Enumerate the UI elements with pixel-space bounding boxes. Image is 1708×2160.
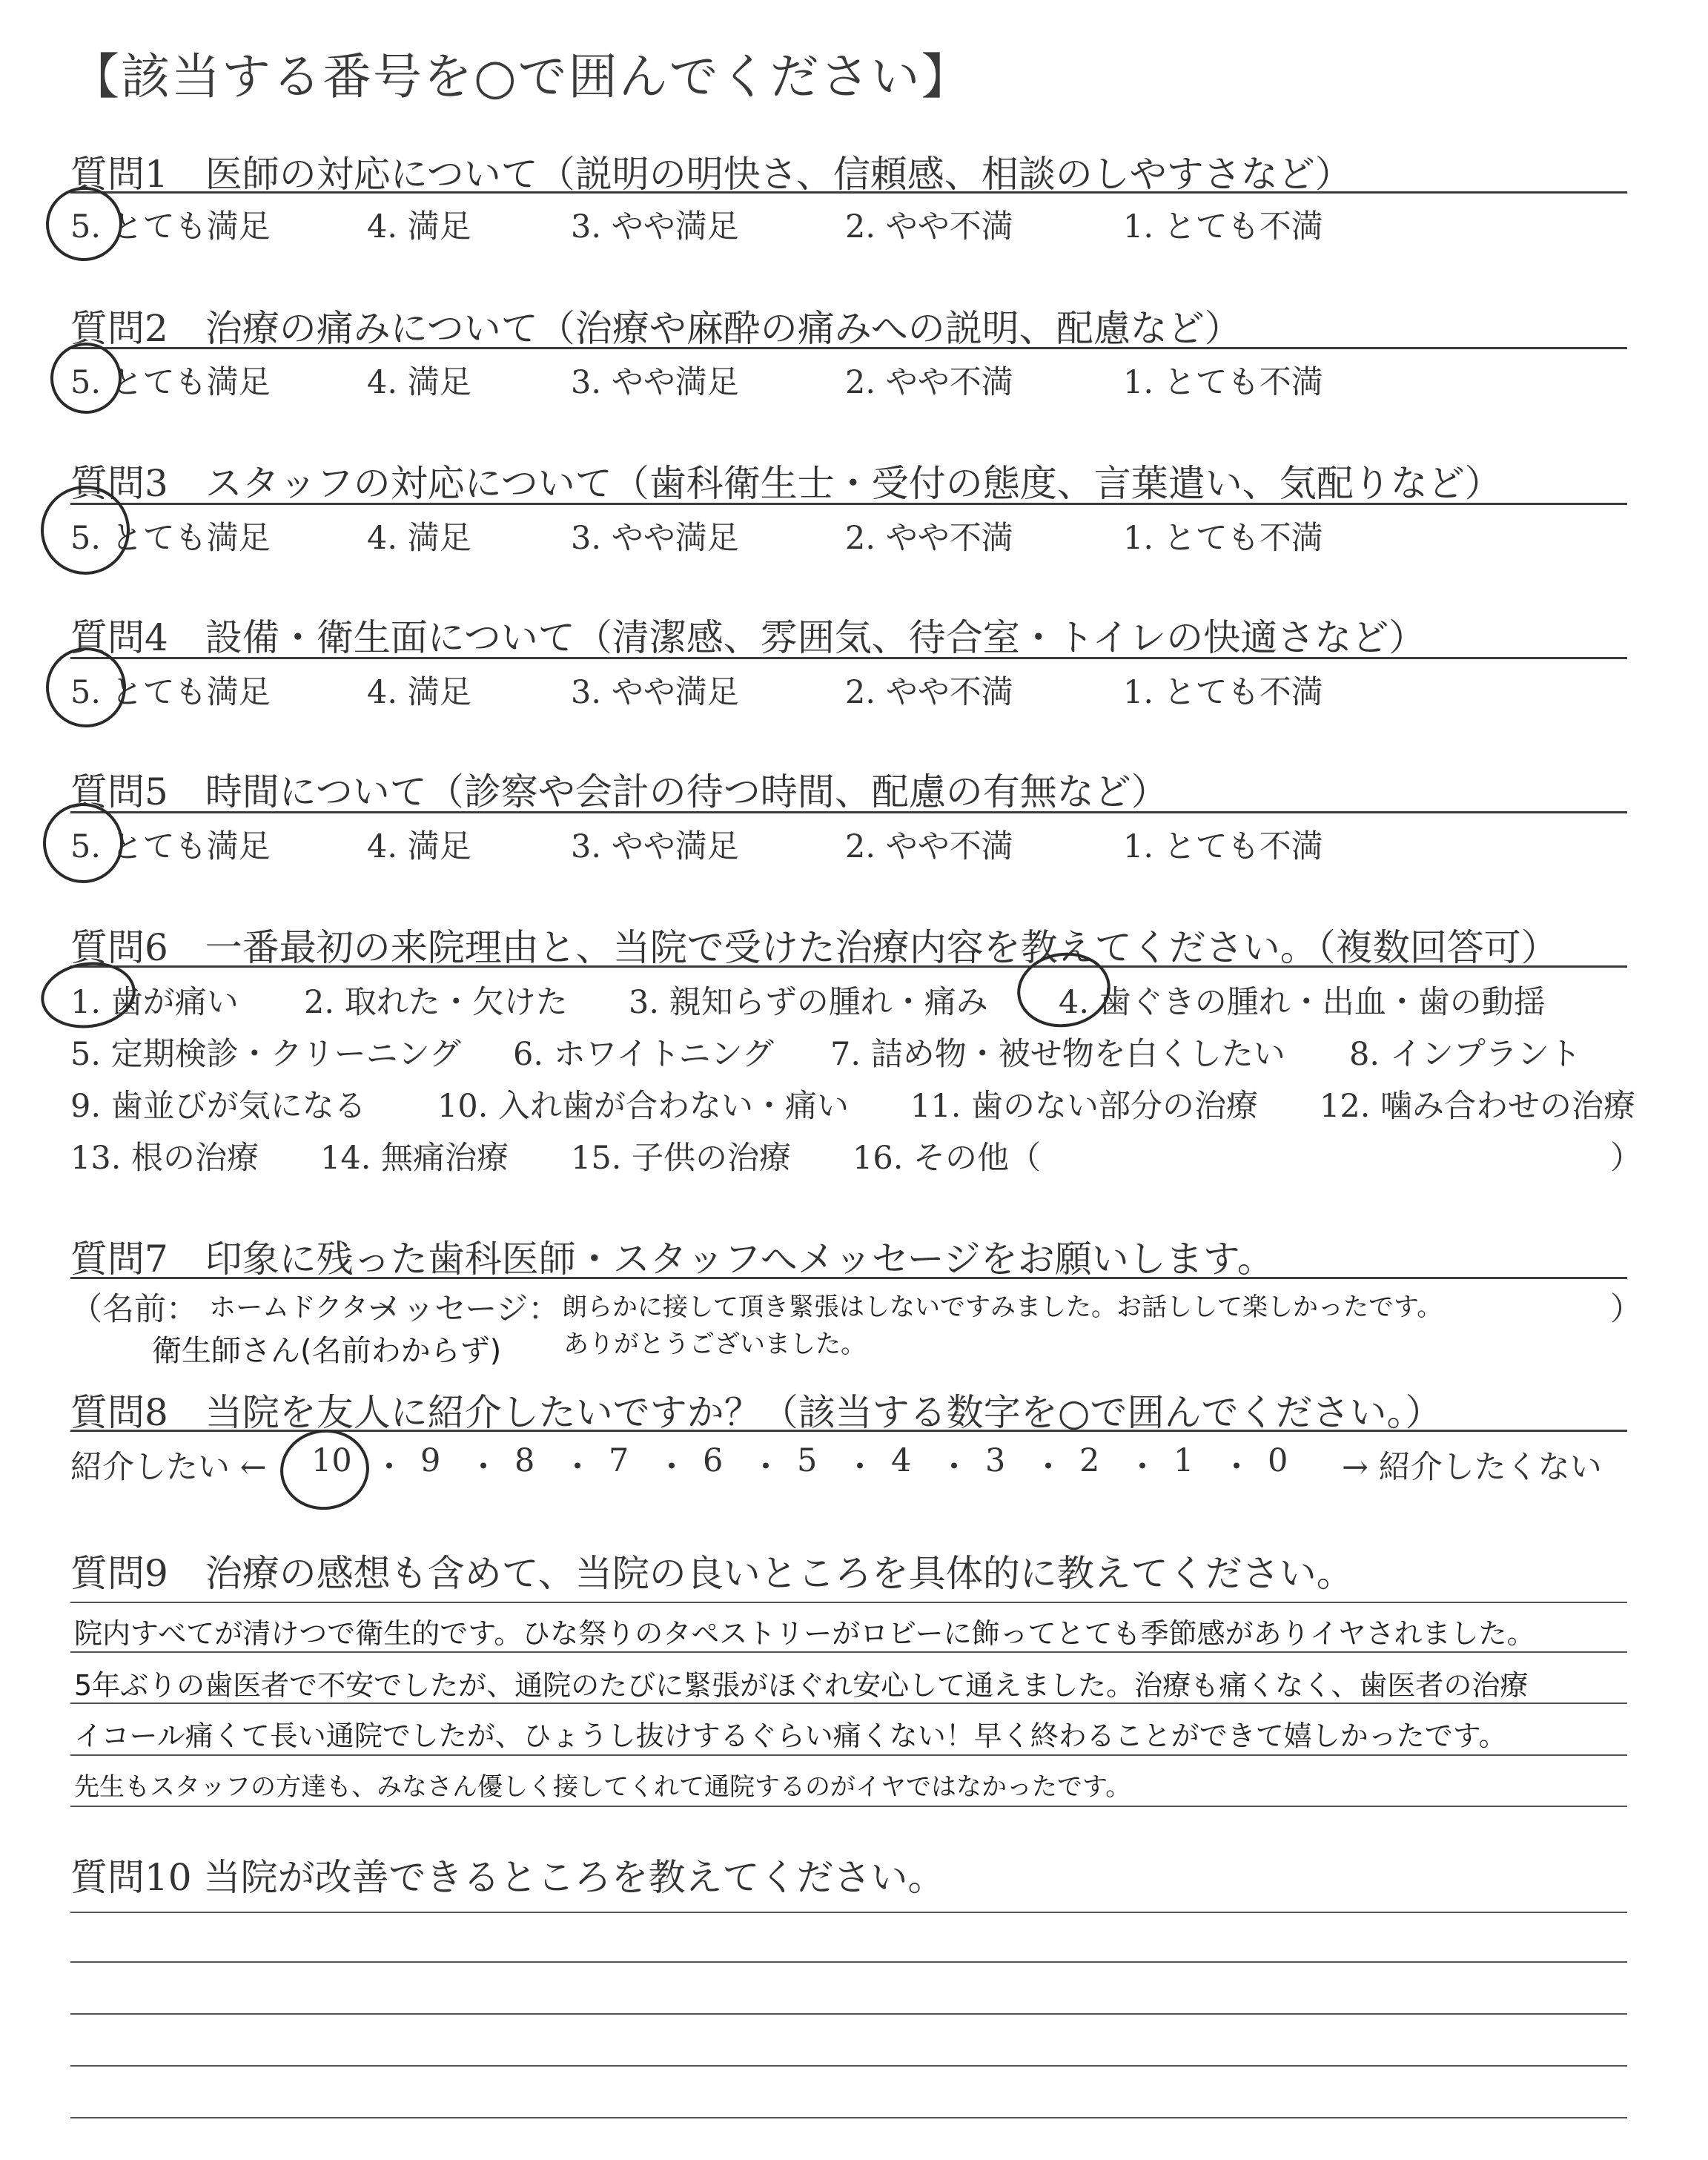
q6-option-5[interactable]: 5. 定期検診・クリーニング	[70, 1036, 461, 1073]
q8-scale-separator: ・	[749, 1449, 782, 1486]
q10-line-4	[70, 2065, 1627, 2067]
question-3: 質問3 スタッフの対応について（歯科衛生士・受付の態度、言葉遣い、気配りなど）	[70, 462, 1502, 505]
q7-name-value-2: 衛生師さん(名前わからず)	[152, 1334, 502, 1368]
q10-line-2	[70, 1961, 1627, 1963]
q8-scale-value-10[interactable]: 10	[311, 1442, 352, 1479]
q8-scale-value-8[interactable]: 8	[514, 1442, 535, 1479]
q9-answer-line-4: 先生もスタッフの方達も、みなさん優しく接してくれて通院するのがイヤではなかったです。	[74, 1772, 1131, 1802]
q8-scale-separator: ・	[844, 1449, 876, 1486]
q5-option-1[interactable]: 1. とても不満	[1123, 828, 1323, 865]
q8-left-label: 紹介したい ←	[70, 1449, 267, 1486]
question-4-rule	[70, 657, 1627, 659]
q4-option-5[interactable]: 5. とても満足	[70, 674, 271, 711]
q4-option-4[interactable]: 4. 満足	[367, 674, 471, 711]
q8-scale-value-2[interactable]: 2	[1079, 1442, 1100, 1479]
q6-option-9[interactable]: 9. 歯並びが気になる	[70, 1088, 366, 1125]
q5-option-3[interactable]: 3. やや満足	[571, 828, 739, 865]
q1-option-4[interactable]: 4. 満足	[367, 208, 471, 245]
q9-answer-line-1: 院内すべてが清けつで衛生的です。ひな祭りのタペストリーがロビーに飾ってとても季節感がありイヤされました。	[74, 1617, 1535, 1650]
q6-option-1[interactable]: 1. 歯が痛い	[70, 984, 239, 1021]
form-header: 【該当する番号を○で囲んでください】	[70, 48, 972, 105]
q9-answer-line-3: イコール痛くて長い通院でしたが、ひょうし抜けするぐらい痛くない！早く終わることができて嬉しかったです。	[74, 1720, 1507, 1752]
q6-option-13[interactable]: 13. 根の治療	[70, 1140, 259, 1177]
question-7-rule	[70, 1277, 1627, 1279]
q3-option-1[interactable]: 1. とても不満	[1123, 520, 1323, 557]
q5-option-2[interactable]: 2. やや不満	[845, 828, 1013, 865]
q6-option-8[interactable]: 8. インプラント	[1349, 1036, 1581, 1073]
q8-right-label: → 紹介したくない	[1342, 1449, 1602, 1486]
q9-line-2	[70, 1702, 1627, 1704]
question-8: 質問8 当院を友人に紹介したいですか？（該当する数字を○で囲んでください。）	[70, 1391, 1443, 1434]
q7-message-line-2: ありがとうございました。	[563, 1330, 866, 1359]
question-3-rule	[70, 503, 1627, 505]
q7-name-label: （名前：	[70, 1291, 198, 1328]
q10-line-1	[70, 1912, 1627, 1913]
q6-option-7[interactable]: 7. 詰め物・被せ物を白くしたい	[830, 1036, 1285, 1073]
question-5: 質問5 時間について（診察や会計の待つ時間、配慮の有無など）	[70, 770, 1168, 813]
q6-option-2[interactable]: 2. 取れた・欠けた	[304, 984, 568, 1021]
q2-option-4[interactable]: 4. 満足	[367, 364, 471, 401]
q10-line-3	[70, 2013, 1627, 2015]
q7-message-line-1: 朗らかに接して頂き緊張はしないですみました。お話しして楽しかったです。	[562, 1292, 1443, 1322]
q6-option-4[interactable]: 4. 歯ぐきの腫れ・出血・歯の動揺	[1059, 984, 1546, 1021]
q8-scale-separator: ・	[938, 1449, 970, 1486]
question-6-rule	[70, 965, 1627, 968]
q3-option-2[interactable]: 2. やや不満	[845, 520, 1013, 557]
q5-option-4[interactable]: 4. 満足	[367, 828, 471, 865]
question-5-rule	[70, 811, 1627, 813]
q9-answer-line-2: 5年ぶりの歯医者で不安でしたが、通院のたびに緊張がほぐれ安心して通えました。治療も痛くなく、歯医者の治療	[74, 1669, 1529, 1702]
q7-name-value-1: ホームドクター	[209, 1292, 395, 1323]
q3-option-3[interactable]: 3. やや満足	[571, 520, 739, 557]
q3-option-5[interactable]: 5. とても満足	[70, 520, 271, 557]
q8-scale-separator: ・	[1220, 1449, 1253, 1486]
q7-close-paren: ）	[1610, 1291, 1642, 1328]
q4-option-3[interactable]: 3. やや満足	[571, 674, 739, 711]
q5-option-5[interactable]: 5. とても満足	[70, 828, 271, 865]
q2-option-5[interactable]: 5. とても満足	[70, 364, 271, 401]
q6-option-14[interactable]: 14. 無痛治療	[320, 1140, 509, 1177]
q3-option-4[interactable]: 4. 満足	[367, 520, 471, 557]
question-7: 質問7 印象に残った歯科医師・スタッフへメッセージをお願いします。	[70, 1238, 1274, 1281]
question-6: 質問6 一番最初の来院理由と、当院で受けた治療内容を教えてください。（複数回答可）	[70, 926, 1558, 969]
q4-option-1[interactable]: 1. とても不満	[1123, 674, 1323, 711]
q8-scale-separator: ・	[467, 1449, 500, 1486]
q2-option-3[interactable]: 3. やや満足	[571, 364, 739, 401]
q8-scale-separator: ・	[1032, 1449, 1065, 1486]
q6-option-3[interactable]: 3. 親知らずの腫れ・痛み	[629, 984, 988, 1021]
question-1: 質問1 医師の対応について（説明の明快さ、信頼感、相談のしやすさなど）	[70, 153, 1352, 196]
q6-option-10[interactable]: 10. 入れ歯が合わない・痛い	[437, 1088, 850, 1125]
question-9: 質問9 治療の感想も含めて、当院の良いところを具体的に教えてください。	[70, 1552, 1354, 1595]
question-2: 質問2 治療の痛みについて（治療や麻酔の痛みへの説明、配慮など）	[70, 307, 1242, 350]
q6-option-12[interactable]: 12. 噛み合わせの治療	[1320, 1088, 1636, 1125]
question-10: 質問10 当院が改善できるところを教えてください。	[70, 1856, 945, 1899]
q6-option-11[interactable]: 11. 歯のない部分の治療	[910, 1088, 1259, 1125]
q8-scale-value-0[interactable]: 0	[1268, 1442, 1288, 1479]
q8-scale-value-1[interactable]: 1	[1174, 1442, 1194, 1479]
q8-scale-value-4[interactable]: 4	[891, 1442, 912, 1479]
q6-option-15[interactable]: 15. 子供の治療	[571, 1140, 792, 1177]
q8-scale-separator: ・	[373, 1449, 406, 1486]
q2-option-2[interactable]: 2. やや不満	[845, 364, 1013, 401]
q8-scale-separator: ・	[655, 1449, 688, 1486]
q1-option-2[interactable]: 2. やや不満	[845, 208, 1013, 245]
q9-line-3	[70, 1754, 1627, 1756]
q1-option-3[interactable]: 3. やや満足	[571, 208, 739, 245]
q8-scale-separator: ・	[561, 1449, 594, 1486]
question-8-rule	[70, 1430, 1627, 1432]
q4-option-2[interactable]: 2. やや不満	[845, 674, 1013, 711]
question-2-rule	[70, 347, 1627, 349]
q8-scale-separator: ・	[1126, 1449, 1159, 1486]
q8-scale-value-7[interactable]: 7	[609, 1442, 629, 1479]
q1-option-1[interactable]: 1. とても不満	[1123, 208, 1323, 245]
q6-other-close-paren: ）	[1610, 1140, 1642, 1177]
q8-scale-value-9[interactable]: 9	[420, 1442, 441, 1479]
q8-scale-value-5[interactable]: 5	[797, 1442, 818, 1479]
q6-option-6[interactable]: 6. ホワイトニング	[513, 1036, 774, 1073]
q7-message-label: メッセージ：	[371, 1291, 560, 1328]
q8-scale-value-3[interactable]: 3	[985, 1442, 1006, 1479]
q8-selection-circle	[275, 1424, 374, 1516]
q9-line-0	[70, 1602, 1627, 1603]
q2-option-1[interactable]: 1. とても不満	[1123, 364, 1323, 401]
q8-scale-value-6[interactable]: 6	[703, 1442, 724, 1479]
q9-line-1	[70, 1651, 1627, 1653]
q6-option-16[interactable]: 16. その他（	[853, 1140, 1042, 1177]
question-4: 質問4 設備・衛生面について（清潔感、雰囲気、待合室・トイレの快適さなど）	[70, 616, 1426, 659]
q1-option-5[interactable]: 5. とても満足	[70, 208, 271, 245]
question-1-rule	[70, 191, 1627, 194]
q10-line-5	[70, 2117, 1627, 2118]
q9-line-4	[70, 1806, 1627, 1807]
